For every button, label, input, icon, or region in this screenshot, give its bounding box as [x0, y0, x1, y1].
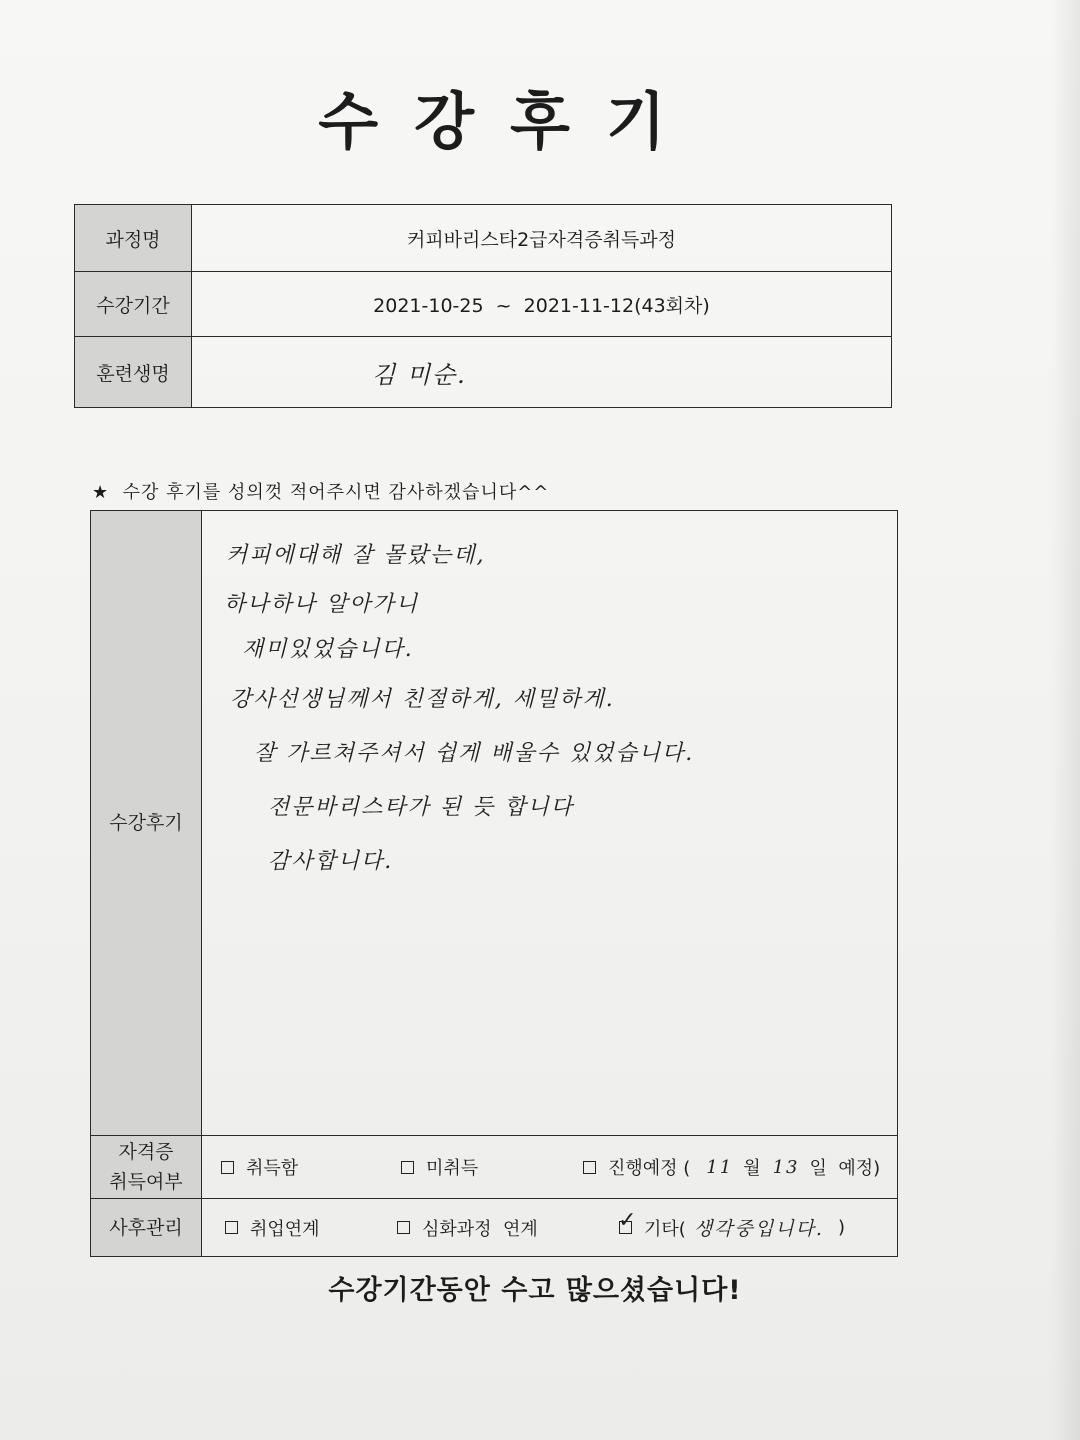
paper-edge-shadow: [1050, 0, 1080, 1440]
trainee-row: [75, 337, 892, 408]
aftercare-option-employment-label: 취업연계: [250, 1218, 320, 1240]
aftercare-row: [91, 1199, 898, 1257]
checkbox-not-acquired[interactable]: [401, 1161, 414, 1174]
review-table: [90, 510, 898, 1257]
page-title: 수강후기: [318, 85, 702, 158]
review-line: 재미있었습니다.: [242, 637, 414, 662]
certificate-label: [91, 1136, 202, 1199]
course-label: 과정명: [75, 205, 192, 272]
certificate-option-not-acquired[interactable]: [401, 1154, 583, 1180]
scheduled-day-handwritten: 13: [772, 1156, 800, 1178]
aftercare-option-employment[interactable]: [225, 1215, 397, 1241]
course-info-table: [74, 204, 892, 408]
certificate-row: [91, 1136, 898, 1199]
period-label: 수강기간: [75, 272, 192, 337]
trainee-label: 훈련생명: [75, 337, 192, 408]
checkbox-advanced[interactable]: [397, 1221, 410, 1234]
certificate-options: [202, 1136, 898, 1199]
period-row: [75, 272, 892, 337]
checkbox-acquired[interactable]: [221, 1161, 234, 1174]
aftercare-option-advanced-label: 심화과정 연계: [422, 1218, 538, 1240]
checkbox-employment[interactable]: [225, 1221, 238, 1234]
review-line: 하나하나 알아가니: [224, 592, 420, 617]
certificate-option-acquired[interactable]: [221, 1154, 401, 1180]
checkbox-other[interactable]: [618, 1208, 637, 1234]
certificate-option-not-acquired-label: 미취득: [426, 1158, 479, 1179]
period-value: 2021-10-25 ~ 2021-11-12(43회차): [192, 272, 892, 337]
notice-text: ★ 수강 후기를 성의껏 적어주시면 감사하겠습니다^^: [92, 482, 550, 503]
review-label: 수강후기: [91, 511, 202, 1136]
aftercare-other-handwritten: 생각중입니다.: [693, 1218, 824, 1240]
certificate-label-line1: 자격증: [118, 1141, 174, 1163]
aftercare-options: [202, 1199, 898, 1257]
certificate-option-scheduled[interactable]: [583, 1154, 880, 1180]
review-line: 강사선생님께서 친절하게, 세밀하게.: [230, 687, 615, 712]
trainee-cell: [192, 337, 892, 408]
review-line: 잘 가르쳐주셔서 쉽게 배울수 있었습니다.: [254, 741, 695, 766]
aftercare-option-advanced[interactable]: [397, 1215, 619, 1241]
review-line: 감사합니다.: [268, 849, 394, 874]
checkbox-scheduled[interactable]: [583, 1161, 596, 1174]
checkmark-icon: ✓: [618, 1208, 637, 1233]
course-value: 커피바리스타2급자격증취득과정: [192, 205, 892, 272]
course-row: [75, 205, 892, 272]
review-row: [91, 511, 898, 1136]
trainee-name-handwritten: 김 미순.: [372, 360, 467, 389]
aftercare-option-other-suffix: ): [837, 1217, 846, 1238]
review-body: [202, 511, 898, 1136]
certificate-option-scheduled-suffix: 일 예정): [809, 1158, 881, 1179]
aftercare-option-other-prefix: 기타(: [644, 1218, 686, 1240]
footer-message: 수강기간동안 수고 많으셨습니다!: [328, 1275, 742, 1306]
certificate-option-scheduled-prefix: 진행예정 (: [608, 1158, 691, 1179]
certificate-label-line2: 취득여부: [109, 1171, 183, 1193]
scheduled-month-unit: 월: [743, 1158, 761, 1179]
scheduled-month-handwritten: 11: [706, 1156, 734, 1178]
review-line: 전문바리스타가 된 듯 합니다: [268, 795, 575, 820]
review-line: 커피에대해 잘 몰랐는데,: [226, 543, 486, 568]
certificate-option-acquired-label: 취득함: [246, 1158, 299, 1179]
aftercare-option-other[interactable]: [618, 1208, 846, 1241]
aftercare-label: 사후관리: [91, 1199, 202, 1257]
